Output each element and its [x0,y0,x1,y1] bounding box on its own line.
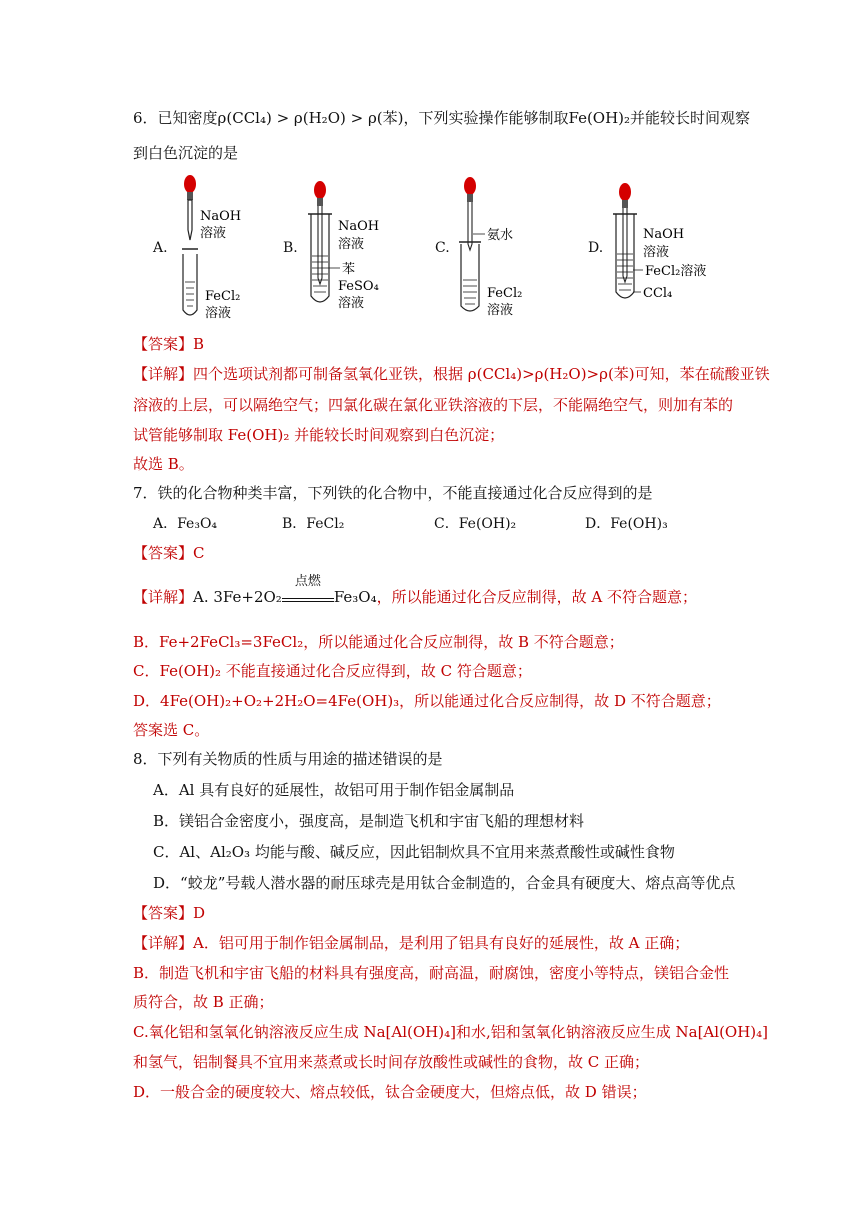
detail-tag: 【详解】 [133,934,194,952]
q6-fig-c-bottom2: 溶液 [487,303,514,318]
q7-option-b: B．FeCl₂ [282,516,345,532]
q7-option-a: A．Fe₃O₄ [153,516,218,532]
q6-fig-a-letter: A. [153,240,168,256]
q8-option-a: A．Al 具有良好的延展性，故铝可用于制作铝金属制品 [153,781,515,799]
answer-tag: 【答案】 [133,544,194,562]
q6-fig-b-letter: B. [283,240,298,256]
detail-a-product: Fe₃O₄ [333,588,377,606]
answer-tag: 【答案】 [133,335,194,353]
q6-figure-c [455,172,565,322]
q8-option-b: B．镁铝合金密度小，强度高，是制造飞机和宇宙飞船的理想材料 [153,812,585,830]
q6-fig-a-top1: NaOH [200,209,242,224]
q6-fig-d-mid: FeCl₂溶液 [645,264,707,279]
q6-detail-line2: 溶液的上层，可以隔绝空气；四氯化碳在氯化亚铁溶液的下层，不能隔绝空气，则加有苯的 [133,396,734,414]
q6-fig-d-top2: 溶液 [643,245,670,260]
q6-fig-c-bottom1: FeCl₂ [487,286,523,301]
q6-fig-b-top2: 溶液 [338,237,365,252]
q6-fig-d-letter: D. [588,240,604,256]
q6-fig-a-bottom1: FeCl₂ [205,289,241,304]
q6-detail-line4: 故选 B。 [133,455,194,473]
detail-tag: 【详解】 [133,588,194,606]
q8-detail-line2: B．制造飞机和宇宙飞船的材料具有强度高，耐高温，耐腐蚀，密度小等特点，镁铝合金性 [133,964,730,982]
q8-answer [133,903,205,923]
q6-figure-a [170,170,280,325]
reaction-arrow [282,574,334,602]
q6-fig-c-top1: 氨水 [487,228,514,243]
answer-value: C [193,544,205,562]
q6-fig-c-letter: C. [435,240,450,256]
q6-stem-line2: 到白色沉淀的是 [133,144,239,162]
detail-text: 四个选项试剂都可制备氢氧化亚铁，根据 ρ(CCl₄)>ρ(H₂O)>ρ(苯)可知，苯在硫酸亚铁 [193,365,770,383]
q7-detail-end: 答案选 C。 [133,721,210,739]
q7-option-d: D．Fe(OH)₃ [585,516,668,532]
q8-detail-line3: 质符合，故 B 正确； [133,993,274,1011]
detail-text: A．铝可用于制作铝金属制品，是利用了铝具有良好的延展性，故 A 正确； [193,934,690,952]
q6-fig-d-top1: NaOH [643,227,685,242]
detail-a-prefix: A. 3Fe+2O₂ [193,588,282,606]
q8-detail-line5: 和氢气，铝制餐具不宜用来蒸煮或长时间存放酸性或碱性的食物，故 C 正确； [133,1053,650,1071]
answer-value: B [193,335,205,353]
q6-detail-line1 [133,364,770,384]
q7-detail-b: B．Fe+2FeCl₃=3FeCl₂，所以能通过化合反应制得，故 B 不符合题意； [133,633,624,651]
q6-fig-a-bottom2: 溶液 [205,306,232,321]
answer-value: D [193,904,206,922]
q8-option-c: C．Al、Al₂O₃ 均能与酸、碱反应，因此铝制炊具不宜用来蒸煮酸性或碱性食物 [153,843,675,861]
q6-fig-a-top2: 溶液 [200,226,227,241]
detail-a-suffix: ，所以能通过化合反应制得，故 A 不符合题意； [376,588,697,606]
q6-detail-line3: 试管能够制取 Fe(OH)₂ 并能较长时间观察到白色沉淀； [133,426,505,444]
reaction-condition: 点燃 [294,574,321,589]
q8-detail-line6: D．一般合金的硬度较大、熔点较低，钛合金硬度大，但熔点低，故 D 错误； [133,1083,647,1101]
q7-stem: 7．铁的化合物种类丰富，下列铁的化合物中，不能直接通过化合反应得到的是 [133,484,653,502]
q7-detail-d: D．4Fe(OH)₂+O₂+2H₂O=4Fe(OH)₃，所以能通过化合反应制得，故 D 不符合题意； [133,692,721,710]
q8-detail-line1 [133,933,689,953]
q6-fig-b-top1: NaOH [338,219,380,234]
detail-tag: 【详解】 [133,365,194,383]
q6-answer [133,334,204,354]
q6-figure-d [605,180,725,310]
q8-option-d: D．“蛟龙”号载人潜水器的耐压球壳是用钛合金制造的，合金具有硬度大、熔点高等优点 [153,874,736,892]
q6-stem-line1: 6．已知密度ρ(CCl₄) > ρ(H₂O) > ρ(苯)，下列实验操作能够制取Fe(OH)₂并能较长时间观察 [133,109,751,127]
q8-detail-line4: C.氧化铝和氢氧化钠溶液反应生成 Na[Al(OH)₄]和水,铝和氢氧化钠溶液反应生成 Na[Al(OH)₄] [133,1023,769,1041]
q7-detail-a [133,574,697,607]
q6-fig-b-bottom1: FeSO₄ [338,279,379,294]
q7-detail-c: C．Fe(OH)₂ 不能直接通过化合反应得到，故 C 符合题意； [133,662,532,680]
q6-fig-b-mid: 苯 [342,262,356,277]
q6-fig-d-bottom1: CCl₄ [643,286,673,301]
q6-figure-b [300,178,410,318]
answer-tag: 【答案】 [133,904,194,922]
q7-answer [133,543,205,563]
q6-fig-b-bottom2: 溶液 [338,296,365,311]
q7-option-c: C．Fe(OH)₂ [434,516,517,532]
q8-stem: 8．下列有关物质的性质与用途的描述错误的是 [133,750,443,768]
